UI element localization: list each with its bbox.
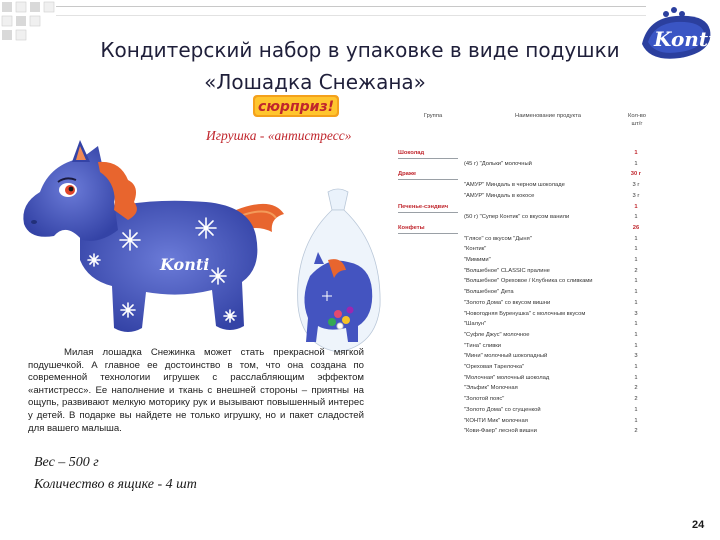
row-name: "Золотой пояс" [464,396,505,403]
row-qty: 1 [634,417,638,424]
svg-text:сюрприз!: сюрприз! [258,99,334,115]
table-row [398,202,704,212]
table-row [398,319,704,329]
row-name: "Молочная" молочный шоколад [464,374,550,381]
row-qty: 3 [634,353,638,360]
table-row [398,362,704,372]
row-qty: 1 [634,257,638,263]
row-name: "Мини" молочный шоколадный [464,353,548,360]
table-row [398,383,704,393]
row-name: "Мимими" [464,257,491,263]
row-name: "Волшебное" Дета [464,289,514,296]
row-name: "Суфле Джус" молочное [464,331,530,338]
table-row [398,191,704,201]
row-name: "Золото Дома" со вкусом вишни [464,299,551,306]
row-qty: 1 [634,374,638,381]
row-qty: 30 г [630,171,642,178]
row-name: (45 г) "Дольки" молочный [464,160,532,167]
table-row [398,416,704,426]
table-row [398,212,704,222]
row-qty: 1 [634,342,638,349]
table-row [398,309,704,319]
product-facts [34,452,197,496]
table-row [398,234,704,244]
row-group: Конфеты [398,224,425,231]
row-name: "КОНТИ Мик" молочная [464,417,528,424]
table-row [398,244,704,254]
table-row [398,276,704,286]
row-name: "Ореховая Тарелочка" [464,364,525,370]
row-qty: 2 [634,428,638,435]
row-name: "Новогодняя Буренушка" с молочным вкусом [464,310,586,317]
table-row [398,287,704,297]
header-rule [56,6,646,16]
row-qty: 1 [634,289,638,296]
row-name: "АМУР" Миндаль в черном шоколаде [464,182,565,189]
page-title [60,34,660,98]
table-row [398,180,704,190]
table-row [398,373,704,383]
row-qty: 1 [634,364,638,370]
row-qty: 2 [634,385,638,392]
horse-plush-image [10,140,300,340]
table-row [398,394,704,404]
candy-pack-image [288,186,388,356]
row-qty: 2 [634,267,638,274]
table-row [398,266,704,276]
row-qty: 3 [634,310,638,317]
row-qty: 1 [634,331,638,338]
row-group: Шоколад [398,150,425,156]
weight-text: Вес – 500 г [34,455,99,470]
box-quantity-text: Количество в ящике - 4 шт [34,477,197,492]
row-name: "АМУР" Миндаль в кокосе [464,192,535,199]
surprise-badge [252,93,340,119]
row-group: Печенье-сэндвич [398,203,449,210]
row-qty: 1 [634,214,638,221]
row-name: "Шалун" [464,321,487,328]
row-name: "Глясе" со вкусом "Дыня" [464,235,532,242]
row-qty: 1 [634,299,638,306]
row-qty: 2 [634,396,638,403]
row-name: "Эльфик" Молочная [464,385,518,392]
row-qty: 1 [634,203,638,210]
row-name: "Контик" [464,246,487,253]
row-qty: 26 [632,224,640,231]
row-qty: 1 [634,321,638,328]
table-row [398,298,704,308]
svg-text:Konti: Konti [160,255,210,274]
row-name: "Волшебное" Ореховое / Клубника со сливками [464,278,593,285]
table-row [398,169,704,179]
corner-decoration [0,0,64,48]
table-row [398,255,704,265]
table-row [398,341,704,351]
row-qty: 1 [634,246,638,253]
product-description: Милая лошадка Снежинка может стать прекрасной мягкой подушечкой. А главное ее достоинство в том, что она создана по современной технологии игрушек с расслабляющим эффектом «антистресс». Ее наполнение и ткань с внешней стороны – приятны на ощупь, развивают мелкую моторику рук и вызывают повышенный интерес у детей. В подарке вы найдете не только игрушку, но и пакет сладостей для вашего малыша. [28,347,364,434]
row-name: "Золото Дома" со сгущенкой [464,406,541,413]
table-row [398,159,704,169]
subtitle: Игрушка - «антистресс» [206,128,352,143]
row-qty: 3 г [632,182,640,189]
title-line-1: Кондитерский набор в упаковке в виде подушки [100,38,620,62]
row-group: Драже [398,171,417,178]
table-row [398,330,704,340]
header-group: Группа [423,113,443,119]
header-qty: Кол-во шт/г [627,113,647,127]
table-row [398,351,704,361]
table-row [398,405,704,415]
row-qty: 1 [634,150,638,156]
row-qty: 1 [634,406,638,413]
table-row [398,426,704,436]
row-name: "Тина" сливки [464,342,502,349]
header-name: Наименование продукта [515,113,581,119]
table-row [398,223,704,233]
svg-text:Konti: Konti [654,27,716,51]
row-qty: 1 [634,278,638,285]
row-qty: 1 [634,160,638,167]
table-row [398,148,704,158]
row-qty: 3 г [632,192,640,199]
row-name: "Волшебное" CLASSIC пралине [464,267,550,274]
title-line-2: «Лошадка Снежана» [204,70,426,94]
page-number: 24 [692,519,705,531]
row-qty: 1 [634,235,638,242]
row-name: (50 г) "Супер Контик" со вкусом ванили [464,214,570,221]
row-name: "Кови-Фаер" лесной вишни [464,428,537,435]
